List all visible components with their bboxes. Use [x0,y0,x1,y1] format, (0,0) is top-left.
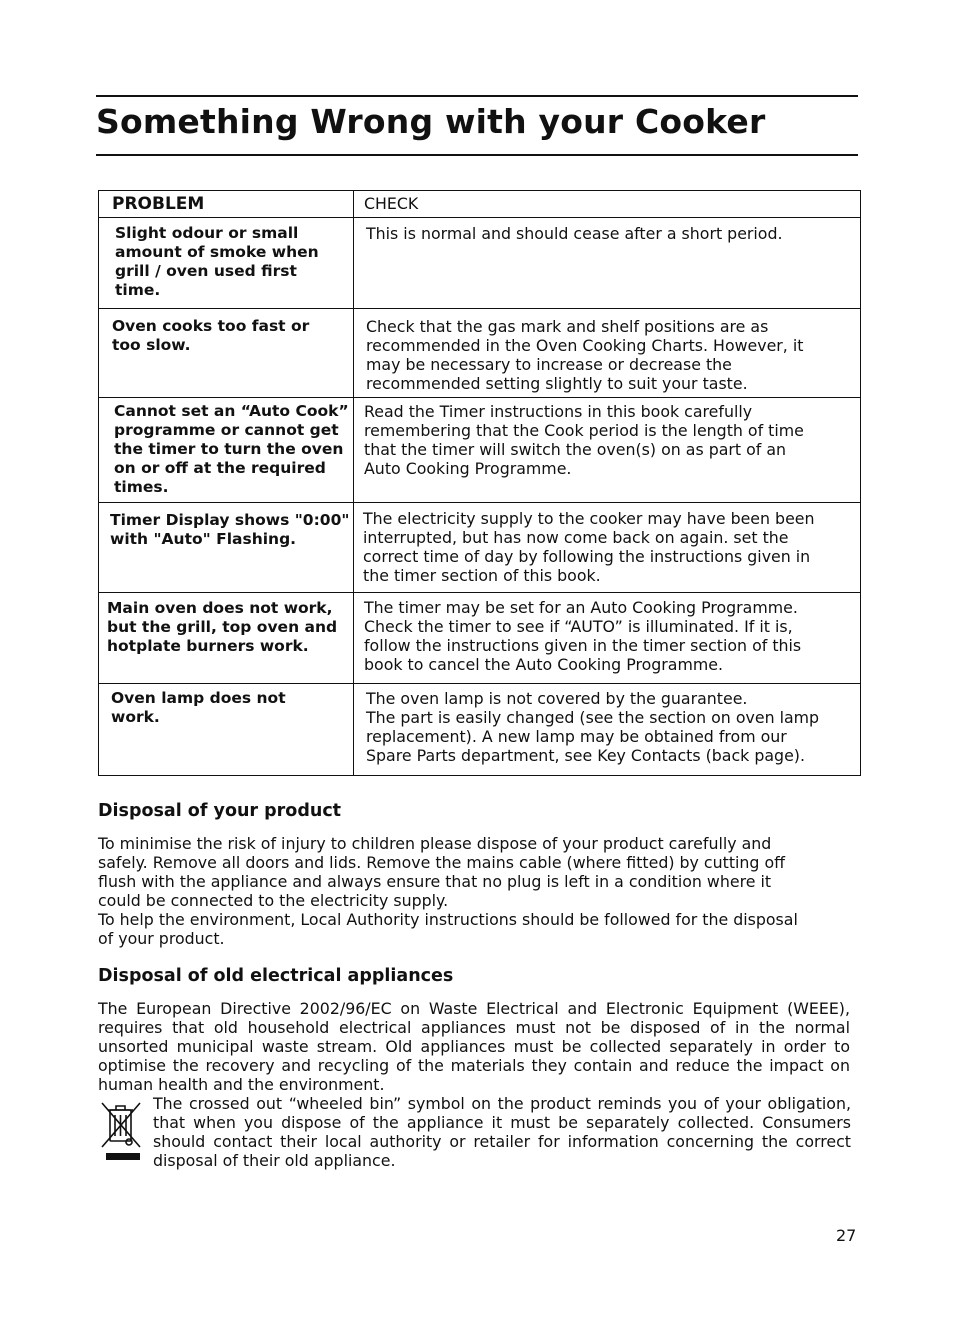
title-bottom-rule [96,154,858,156]
page-title: Something Wrong with your Cooker [96,102,766,141]
crossed-wheeled-bin-icon [100,1100,144,1164]
problem-cell: Slight odour or small amount of smoke when grill / oven used first time. [115,224,319,299]
problem-cell: Main oven does not work, but the grill, top oven and hotplate burners work. [107,599,338,655]
check-cell: Check that the gas mark and shelf positions are as recommended in the Oven Cooking Charts. However, it may be necessary to increase or decrease the recommended setting slightly to suit your taste. [366,317,804,393]
table-row [99,309,860,398]
disposal-electrical-text: The European Directive 2002/96/EC on Waste Electrical and Electronic Equipment (WEEE), requires that old household electrical appliances must not be disposed of in the normal unsorted municipal waste stream. Old appliances must be collected separately in order to optimise the recovery and recycling of the materials they contain and reduce the impact on human health and the environment. [98,999,850,1094]
problem-cell: Timer Display shows "0:00" with "Auto" Flashing. [110,511,350,548]
problem-cell: Oven lamp does not work. [111,689,286,726]
table-row [99,684,860,776]
disposal-electrical-heading: Disposal of old electrical appliances [98,966,454,986]
problem-cell: Oven cooks too fast or too slow. [112,317,310,354]
check-cell: This is normal and should cease after a short period. [366,224,783,243]
troubleshooting-table [98,190,861,776]
disposal-product-heading: Disposal of your product [98,801,342,821]
disposal-product-text: To minimise the risk of injury to children please dispose of your product carefully and safely. Remove all doors and lids. Remove the mains cable (where fitted) by cutting off flush with the appliance and always ensure that no plug is left in a condition where it could be connected to the electricity supply. To help the environment, Local Authority instructions should be followed for the disposal of your product. [98,834,798,948]
table-row [99,218,860,309]
check-cell: The electricity supply to the cooker may have been been interrupted, but has now come back on again. set the correct time of day by following the instructions given in the timer section of this book. [363,509,815,585]
table-row [99,503,860,593]
table-row [99,593,860,684]
table-row [99,398,860,503]
check-cell: The timer may be set for an Auto Cooking Programme. Check the timer to see if “AUTO” is illuminated. If it is, follow the instructions given in the timer section of this book to cancel the Auto Cooking Programme. [364,598,802,674]
header-check: CHECK [364,194,419,213]
title-top-rule [96,95,858,97]
page-number: 27 [836,1226,857,1245]
problem-cell: Cannot set an “Auto Cook” programme or cannot get the timer to turn the oven on or off at the required times. [114,402,349,496]
table-header-row [99,191,860,218]
check-cell: The oven lamp is not covered by the guarantee. The part is easily changed (see the section on oven lamp replacement). A new lamp may be obtained from our Spare Parts department, see Key Contacts (back page). [366,689,820,765]
check-cell: Read the Timer instructions in this book carefully remembering that the Cook period is the length of time that the timer will switch the oven(s) on as part of an Auto Cooking Programme. [364,402,804,478]
bin-symbol-text: The crossed out “wheeled bin” symbol on the product reminds you of your obligation, that when you dispose of the appliance it must be separately collected. Consumers should contact their local authority or retailer for information concerning the correct disposal of their old appliance. [153,1094,851,1170]
header-problem: PROBLEM [112,194,205,214]
